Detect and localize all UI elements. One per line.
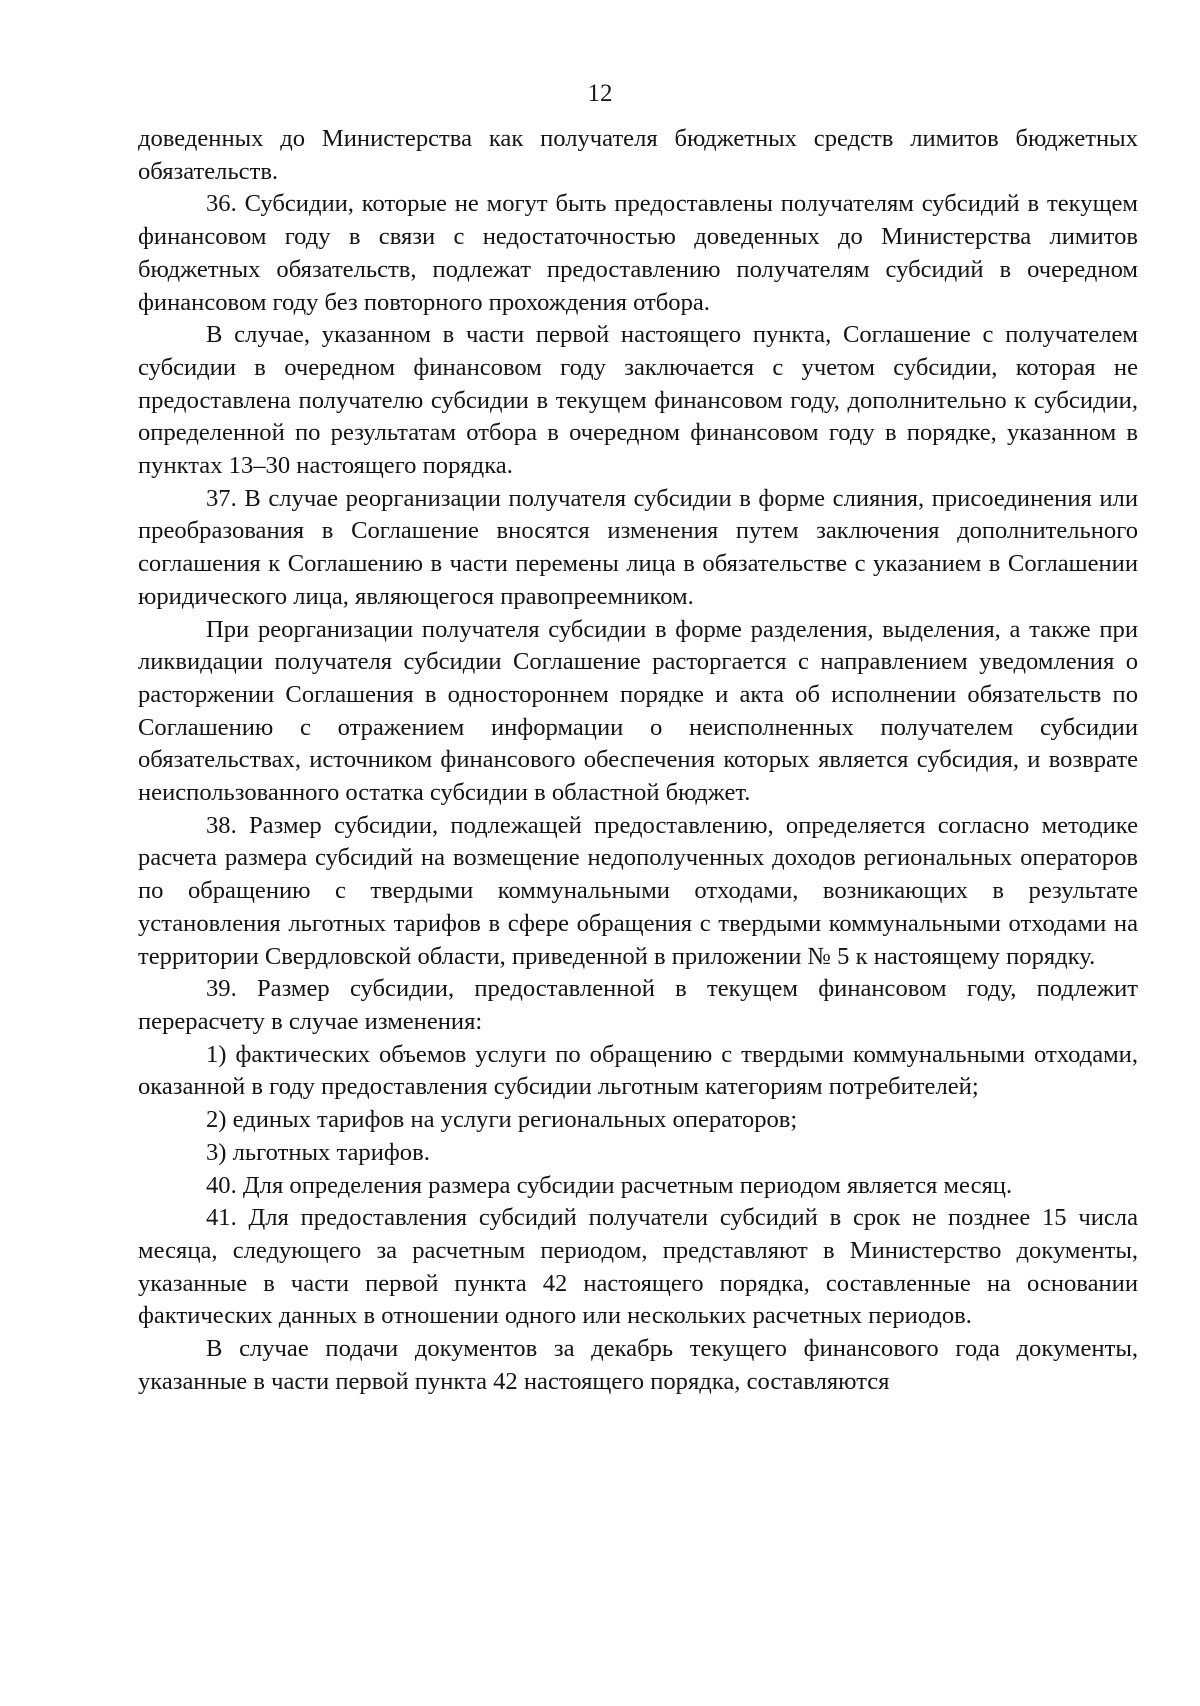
paragraph: 36. Субсидии, которые не могут быть предоставлены получателям субсидий в текущем финансовом году в связи с недостаточностью доведенных до Министерства лимитов бюджетных обязательств, подлежат предоставлению получателям субсидий в очередном финансовом году без повторного прохождения отбора.: [138, 190, 1138, 316]
paragraph: 41. Для предоставления субсидий получатели субсидий в срок не позднее 15 числа месяца, следующего за расчетным периодом, представляют в Министерство документы, указанные в части первой пункта 42 настоящего порядка, составленные на основании фактических данных в отношении одного или нескольких расчетных периодов.: [138, 1204, 1138, 1330]
paragraph: В случае подачи документов за декабрь текущего финансового года документы, указанные в части первой пункта 42 настоящего порядка, составляются: [138, 1335, 1138, 1395]
paragraph: 3) льготных тарифов.: [206, 1138, 430, 1166]
paragraph: 37. В случае реорганизации получателя субсидии в форме слияния, присоединения или преобразования в Соглашение вносятся изменения путем заключения дополнительного соглашения к Соглашению в части перемены лица в обязательстве с указанием в Соглашении юридического лица, являющегося правопреемником.: [138, 484, 1138, 610]
paragraph: 40. Для определения размера субсидии расчетным периодом является месяц.: [206, 1171, 1013, 1199]
paragraph: В случае, указанном в части первой настоящего пункта, Соглашение с получателем субсидии в очередном финансовом году заключается с учетом субсидии, которая не предоставлена получателю субсидии в текущем финансовом году, дополнительно к субсидии, определенной по результатам отбора в очередном финансовом году в порядке, указанном в пунктах 13–30 настоящего порядка.: [138, 321, 1138, 480]
paragraph: При реорганизации получателя субсидии в форме разделения, выделения, а также при ликвидации получателя субсидии Соглашение расторгается с направлением уведомления о расторжении Соглашения в одностороннем порядке и акта об исполнении обязательств по Соглашению с отражением информации о неисполненных получателем субсидии обязательствах, источником финансового обеспечения которых является субсидия, и возврате неиспользованного остатка субсидии в областной бюджет.: [138, 615, 1138, 807]
page-number: 12: [587, 80, 613, 107]
paragraph: доведенных до Министерства как получателя бюджетных средств лимитов бюджетных обязательств.: [138, 125, 1138, 185]
paragraph: 39. Размер субсидии, предоставленной в текущем финансовом году, подлежит перерасчету в случае изменения:: [138, 975, 1138, 1035]
paragraph: 1) фактических объемов услуги по обращению с твердыми коммунальными отходами, оказанной в году предоставления субсидии льготным категориям потребителей;: [138, 1040, 1138, 1101]
document-body: [138, 123, 1138, 1398]
paragraph: 38. Размер субсидии, подлежащей предоставлению, определяется согласно методике расчета размера субсидий на возмещение недополученных доходов региональных операторов по обращению с твердыми коммунальными отходами, возникающих в результате установления льготных тарифов в сфере обращения с твердыми коммунальными отходами на территории Свердловской области, приведенной в приложении № 5 к настоящему порядку.: [138, 811, 1138, 970]
paragraph: 2) единых тарифов на услуги региональных операторов;: [206, 1106, 798, 1134]
